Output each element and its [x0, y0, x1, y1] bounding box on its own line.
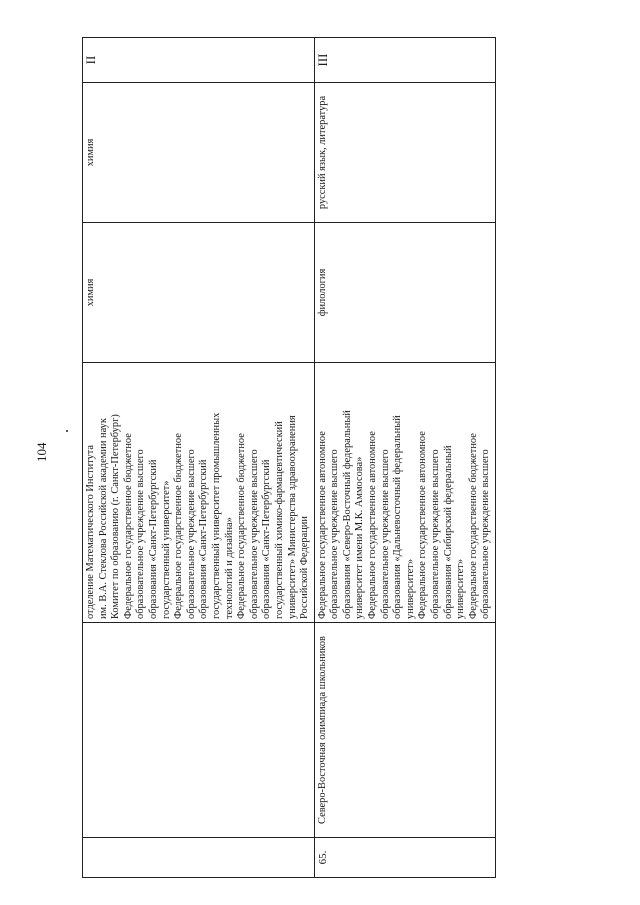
organizer-line: Федеральное государственное бюджетное — [467, 433, 479, 619]
table-row — [83, 38, 315, 878]
organizer-line: Федеральное государственное автономное — [316, 431, 328, 619]
subjects-cell: химия — [83, 83, 315, 223]
organizers-cell — [314, 363, 495, 623]
organizer-line: университет» — [455, 558, 467, 619]
organizer-line: Российской Федерации — [299, 516, 311, 619]
organizer-line: образования «Сибирский федеральный — [442, 445, 454, 619]
table-row — [314, 38, 495, 878]
olympiad-table-rotated — [82, 38, 492, 878]
organizer-line: университет» Министерства здравоохранения — [286, 415, 298, 619]
organizer-line: университет» — [404, 558, 416, 619]
organizer-line: образовательное учреждение высшего — [135, 449, 147, 619]
organizer-line: образовательное учреждение высшего — [430, 449, 442, 619]
scan-dot — [66, 430, 68, 432]
olympiad-name — [83, 623, 315, 838]
organizer-line: государственный университет промышленных — [210, 412, 222, 619]
organizer-line: Федеральное государственное автономное — [417, 431, 429, 619]
organizer-line: образовательное учреждение высшего — [329, 449, 341, 619]
organizer-line: образования «Дальневосточный федеральный — [392, 415, 404, 619]
level-cell: II — [83, 38, 315, 83]
row-number: 65. — [314, 838, 495, 878]
organizer-line: государственный химико-фармацевтический — [273, 421, 285, 619]
organizer-line: Федеральное государственное бюджетное — [236, 433, 248, 619]
organizer-line: образовательное учреждение высшего — [248, 449, 260, 619]
organizer-line: Комитет по образованию (г. Санкт-Петербург) — [110, 414, 122, 619]
organizer-line: отделение Математического Института — [85, 444, 96, 619]
organizer-line: Федеральное государственное автономное — [367, 431, 379, 619]
level-cell: III — [314, 38, 495, 83]
subjects-cell: русский язык, литература — [314, 83, 495, 223]
organizer-line: образования «Санкт-Петербургский — [147, 459, 159, 619]
organizer-line: образования «Санкт-Петербургский — [261, 459, 273, 619]
organizer-line: университет имени М.К. Аммосова» — [354, 456, 366, 619]
profile-cell: филология — [314, 223, 495, 363]
organizer-line: им. В.А. Стеклова Российской академии наук — [97, 418, 109, 619]
organizers-cell — [83, 363, 315, 623]
olympiad-table — [82, 37, 496, 878]
olympiad-name: Северо-Восточная олимпиада школьников — [314, 623, 495, 838]
organizer-line: технологий и дизайна» — [223, 517, 235, 619]
organizer-line: государственный университет» — [160, 480, 172, 619]
organizer-line: образовательное учреждение высшего — [480, 449, 492, 619]
organizer-line: Федеральное государственное бюджетное — [173, 433, 185, 619]
row-number — [83, 838, 315, 878]
organizer-line: образовательное учреждение высшего — [185, 449, 197, 619]
organizer-line: образования «Санкт-Петербургский — [198, 459, 210, 619]
page-number: 104 — [34, 442, 49, 462]
organizer-line: Федеральное государственное бюджетное — [122, 433, 134, 619]
organizer-line: образовательное учреждение высшего — [379, 449, 391, 619]
organizer-line: образования «Северо-Восточный федеральный — [341, 410, 353, 619]
profile-cell: химия — [83, 223, 315, 363]
